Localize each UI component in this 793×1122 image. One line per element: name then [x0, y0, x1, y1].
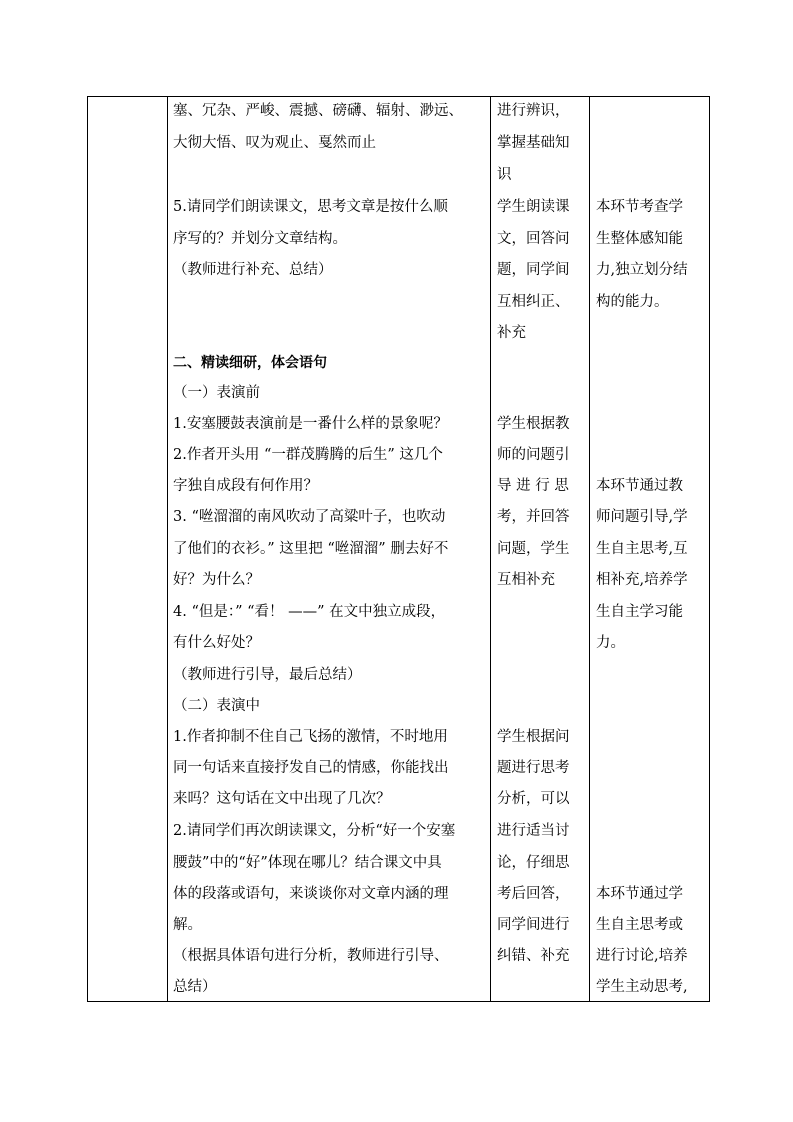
note-line: （教师进行引导，最后总结）	[173, 667, 362, 683]
student-line: 补充	[497, 325, 526, 341]
student-line: 识	[497, 167, 512, 183]
intent-line: 师问题引导,学	[596, 509, 688, 525]
question-line: 同一句话来直接抒发自己的情感，你能找出	[173, 760, 449, 776]
question-line: 体的段落或语句，来谈谈你对文章内涵的理	[173, 886, 449, 902]
content-line: 5.请同学们朗读课文，思考文章是按什么顺	[173, 199, 448, 215]
student-line: 学生朗读课	[497, 199, 570, 215]
question-line: 腰鼓”中的“好”体现在哪儿？结合课文中具	[173, 855, 442, 871]
student-line: 文，回答问	[497, 231, 570, 247]
student-line: 导 进 行 思	[497, 478, 569, 494]
note-line: 总结）	[173, 979, 217, 995]
question-line: 了他们的衣衫。” 这里把 “咝溜溜” 删去好不	[173, 541, 449, 557]
student-line: 考后回答，	[497, 886, 570, 902]
intent-line: 学生主动思考,	[596, 979, 688, 995]
student-line: 学生根据教	[497, 416, 570, 432]
subsection-heading: （一）表演前	[173, 385, 260, 401]
question-line: 4. “但是：” “看！ ——” 在文中独立成段，	[173, 604, 446, 620]
intent-line: 本环节通过教	[596, 478, 683, 494]
stage-column-cell	[88, 97, 168, 1002]
question-line: 1.安塞腰鼓表演前是一番什么样的景象呢？	[173, 416, 448, 432]
question-line: 有什么好处？	[173, 635, 260, 651]
question-line: 2.请同学们再次朗读课文，分析“好一个安塞	[173, 823, 456, 839]
intent-line: 力,独立划分结	[596, 262, 688, 278]
student-activity-cell	[491, 97, 590, 1002]
intent-line: 本环节通过学	[596, 886, 683, 902]
student-line: 考，并回答	[497, 509, 570, 525]
lesson-plan-table	[87, 96, 710, 1002]
student-line: 互相补充	[497, 572, 555, 588]
intent-line: 力。	[596, 635, 625, 651]
intent-line: 生自主思考,互	[596, 541, 688, 557]
student-line: 进行适当讨	[497, 823, 570, 839]
content-line: （教师进行补充、总结）	[173, 262, 333, 278]
content-line: 序写的？并划分文章结构。	[173, 231, 347, 247]
student-line: 论，仔细思	[497, 855, 570, 871]
question-line: 解。	[173, 917, 202, 933]
design-intent-cell	[590, 97, 710, 1002]
intent-line: 本环节考查学	[596, 199, 683, 215]
question-line: 2.作者开头用 “一群茂腾腾的后生” 这几个	[173, 447, 443, 463]
subsection-heading: （二）表演中	[173, 698, 260, 714]
intent-line: 生自主思考或	[596, 917, 683, 933]
student-line: 分析，可以	[497, 791, 570, 807]
question-line: 来吗？这句话在文中出现了几次？	[173, 791, 391, 807]
question-line: 字独自成段有何作用？	[173, 478, 318, 494]
intent-line: 构的能力。	[596, 294, 669, 310]
student-line: 进行辨识，	[497, 103, 570, 119]
student-line: 师的问题引	[497, 447, 570, 463]
intent-line: 进行讨论,培养	[596, 948, 688, 964]
student-line: 问题，学生	[497, 541, 570, 557]
student-line: 同学间进行	[497, 917, 570, 933]
intent-line: 相补充,培养学	[596, 572, 688, 588]
intent-line: 生自主学习能	[596, 604, 683, 620]
question-line: 3. “咝溜溜的南风吹动了高粱叶子，也吹动	[173, 509, 446, 525]
teaching-content-cell	[168, 97, 491, 1002]
question-line: 1.作者抑制不住自己飞扬的激情，不时地用	[173, 729, 448, 745]
student-line: 纠错、补充	[497, 948, 570, 964]
content-line: 大彻大悟、叹为观止、戛然而止	[173, 135, 376, 151]
student-line: 互相纠正、	[497, 294, 570, 310]
student-line: 学生根据问	[497, 729, 570, 745]
question-line: 好？为什么？	[173, 572, 260, 588]
content-line: 塞、冗杂、严峻、震撼、磅礴、辐射、渺远、	[173, 103, 463, 119]
student-line: 掌握基础知	[497, 135, 570, 151]
note-line: （根据具体语句进行分析，教师进行引导、	[173, 948, 449, 964]
section-heading: 二、精读细研，体会语句	[173, 355, 327, 371]
table-row	[88, 97, 710, 1002]
student-line: 题进行思考	[497, 760, 570, 776]
intent-line: 生整体感知能	[596, 231, 683, 247]
student-line: 题，同学间	[497, 262, 570, 278]
